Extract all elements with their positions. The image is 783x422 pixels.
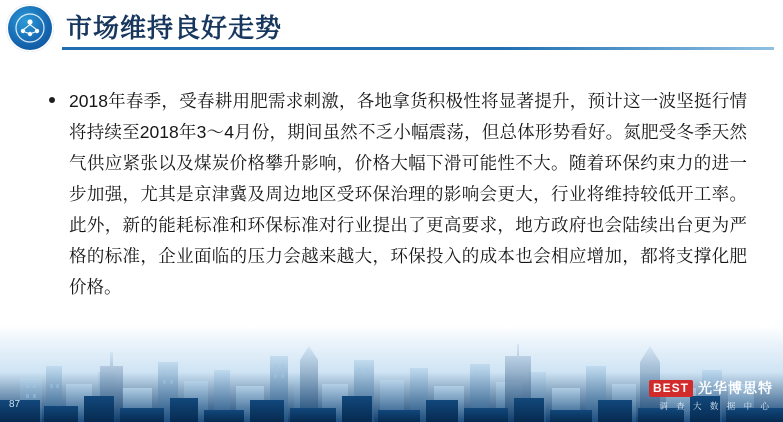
bullet-paragraph: 2018年春季，受春耕用肥需求刺激，各地拿货积极性将显著提升，预计这一波坚挺行情将持续至2018年3～4月份，期间虽然不乏小幅震荡，但总体形势看好。氮肥受冬季天然气供应紧张以及煤炭价格攀升影响，价格大幅下滑可能性不大。随着环保约束力的进一步加强，尤其是京津冀及周边地区受环保治理的影响会更大，行业将维持较低开工率。此外，新的能耗标准和环保标准对行业提出了更高要求，地方政府也会陆续出台更为严格的标准，企业面临的压力会越来越大，环保投入的成本也会相应增加，都将支撑化肥价格。 [69, 91, 747, 297]
bullet-item [47, 86, 747, 303]
content-area [47, 86, 747, 303]
brand-name: 光华博思特 [698, 380, 773, 396]
brand-mark [649, 380, 773, 411]
company-emblem-icon [6, 4, 54, 52]
slide-header [0, 0, 783, 57]
header-divider [62, 47, 774, 50]
brand-subtitle: 调 查 大 数 据 中 心 [659, 400, 772, 411]
brand-main-row [649, 380, 773, 397]
page-title: 市场维持良好走势 [66, 13, 283, 43]
bullet-dot-icon [49, 97, 55, 103]
page-number: 87 [9, 399, 21, 410]
brand-logo-icon: BEST [649, 380, 693, 397]
